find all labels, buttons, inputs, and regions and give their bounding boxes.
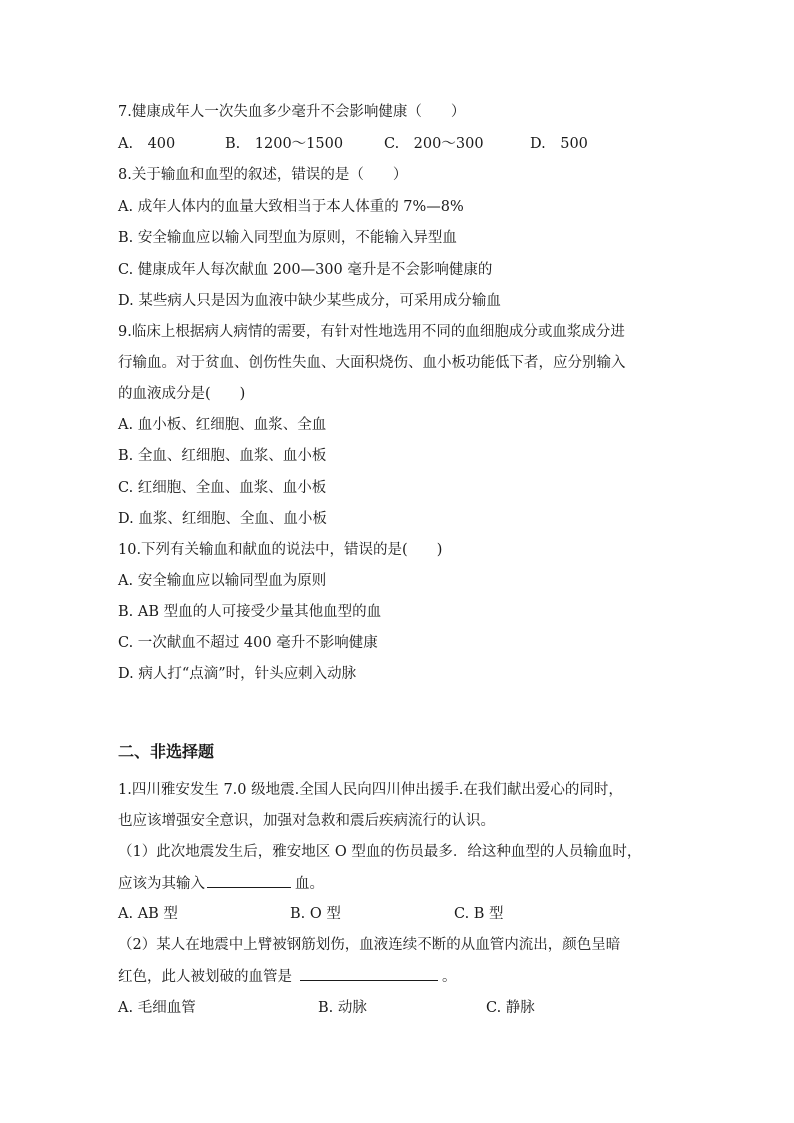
q8-option-d: D. 某些病人只是因为血液中缺少某些成分，可采用成分输血 (118, 293, 501, 309)
q10-option-d: D. 病人打“点滴”时，针头应刺入动脉 (118, 666, 357, 682)
s2-intro-line-2: 也应该增强安全意识，加强对急救和震后疾病流行的认识。 (118, 813, 495, 829)
s2-sub1-options (118, 904, 504, 924)
s2-sub2-answer-blank[interactable] (300, 966, 438, 981)
q10-option-b: B. AB 型血的人可接受少量其他血型的血 (118, 604, 382, 620)
q8-option-b: B. 安全输血应以输入同型血为原则，不能输入异型血 (118, 230, 457, 246)
q9-option-b: B. 全血、红细胞、血浆、血小板 (118, 448, 327, 464)
q7-option-a: A. 400 (118, 136, 176, 152)
q10-option-a: A. 安全输血应以输同型血为原则 (118, 573, 327, 589)
s2-sub1-option-c: C. B 型 (454, 906, 504, 922)
s2-sub1-answer-blank[interactable] (207, 873, 291, 888)
s2-sub2-line-2 (118, 966, 457, 987)
q7-option-b: B. 1200～1500 (225, 136, 344, 152)
q9-option-a: A. 血小板、红细胞、血浆、全血 (118, 417, 327, 433)
q7-option-c: C. 200～300 (384, 136, 484, 152)
s2-sub2-line-1: （2）某人在地震中上臂被钢筋划伤，血液连续不断的从血管内流出，颜色呈暗 (118, 937, 621, 953)
section-heading: 二、非选择题 (118, 742, 215, 761)
q9-option-d: D. 血浆、红细胞、全血、血小板 (118, 511, 327, 527)
q7-option-d: D. 500 (530, 136, 588, 152)
q8-stem: 8.关于输血和血型的叙述，错误的是（ ） (118, 167, 408, 183)
s2-sub2-option-a: A. 毛细血管 (118, 1000, 196, 1016)
q9-stem-line-2: 行输血。对于贫血、创伤性失血、大面积烧伤、血小板功能低下者，应分别输入 (118, 355, 626, 371)
s2-sub1-option-b: B. O 型 (290, 906, 341, 922)
q9-stem-line-3: 的血液成分是( ) (118, 386, 246, 402)
q9-stem-line-1: 9.临床上根据病人病情的需要，有针对性地选用不同的血细胞成分或血浆成分进 (118, 324, 625, 340)
s2-sub1-option-a: A. AB 型 (118, 906, 178, 922)
s2-sub1-text-after: 血。 (295, 876, 324, 892)
q8-option-c: C. 健康成年人每次献血 200—300 毫升是不会影响健康的 (118, 262, 493, 278)
q9-option-c: C. 红细胞、全血、血浆、血小板 (118, 480, 327, 496)
s2-sub1-text-before: 应该为其输入 (118, 876, 205, 892)
s2-sub2-text-before: 红色，此人被划破的血管是 (118, 969, 292, 985)
q10-stem: 10.下列有关输血和献血的说法中，错误的是( ) (118, 542, 443, 558)
s2-sub2-option-c: C. 静脉 (486, 1000, 535, 1016)
q10-option-c: C. 一次献血不超过 400 毫升不影响健康 (118, 635, 378, 651)
s2-intro-line-1: 1.四川雅安发生 7.0 级地震.全国人民向四川伸出援手.在我们献出爱心的同时， (118, 782, 623, 798)
q7-options (118, 134, 588, 154)
s2-sub2-option-b: B. 动脉 (318, 1000, 367, 1016)
q8-option-a: A. 成年人体内的血量大致相当于本人体重的 7%—8% (118, 199, 464, 215)
s2-sub1-line-1: （1）此次地震发生后，雅安地区 O 型血的伤员最多．给这种血型的人员输血时， (118, 844, 642, 860)
q7-stem: 7.健康成年人一次失血多少毫升不会影响健康（ ） (118, 104, 466, 120)
s2-sub1-line-2 (118, 873, 324, 894)
s2-sub2-options (118, 998, 535, 1018)
s2-sub2-text-after: 。 (442, 969, 457, 985)
